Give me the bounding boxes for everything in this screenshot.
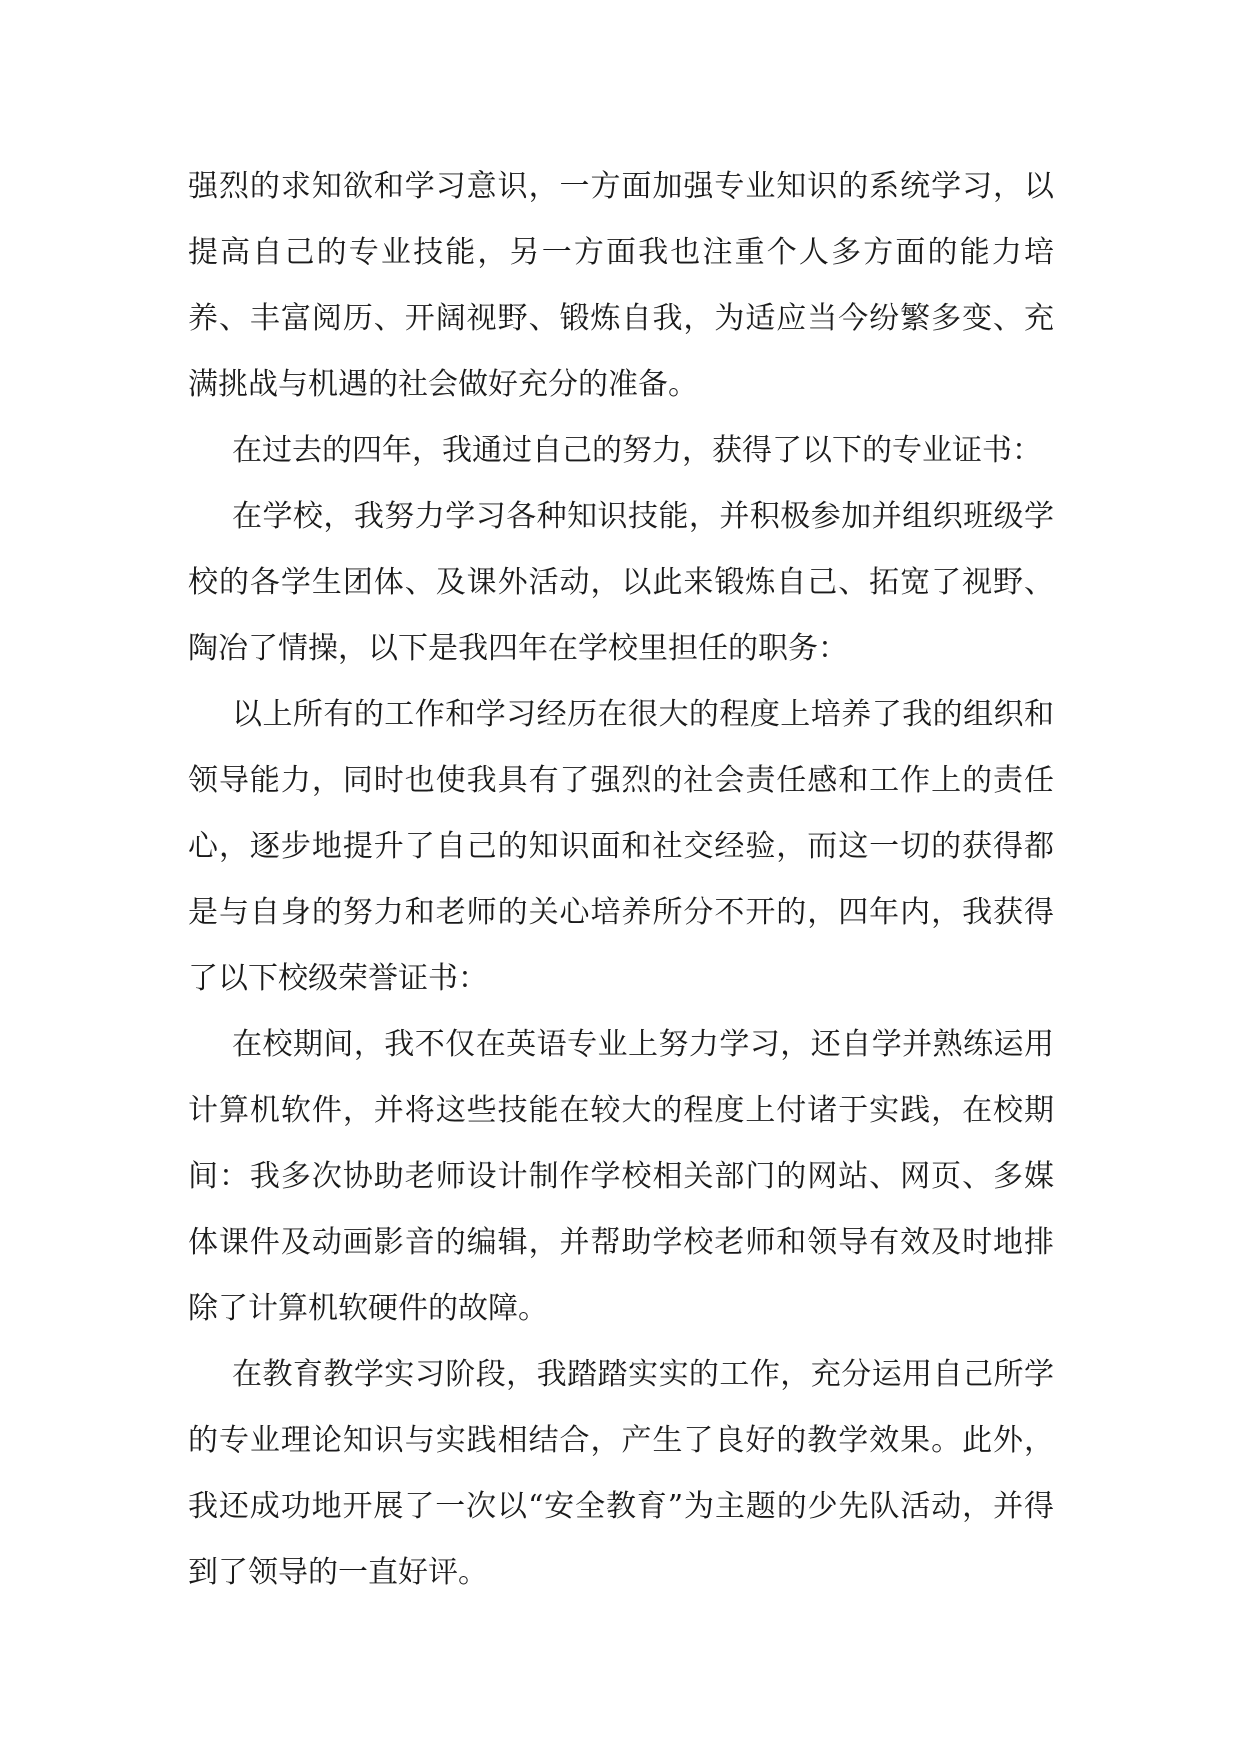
paragraph-4: 以上所有的工作和学习经历在很大的程度上培养了我的组织和领导能力，同时也使我具有了强烈的社会责任感和工作上的责任心，逐步地提升了自己的知识面和社交经验，而这一切的获得都是与自身的努力和老师的关心培养所分不开的，四年内，我获得了以下校级荣誉证书： xyxy=(188,697,1054,996)
paragraph-3: 在学校，我努力学习各种知识技能，并积极参加并组织班级学校的各学生团体、及课外活动，以此来锻炼自己、拓宽了视野、陶冶了情操，以下是我四年在学校里担任的职务： xyxy=(188,499,1054,666)
paragraph-2: 在过去的四年，我通过自己的努力，获得了以下的专业证书： xyxy=(232,433,1042,468)
paragraph-5: 在校期间，我不仅在英语专业上努力学习，还自学并熟练运用计算机软件，并将这些技能在较大的程度上付诸于实践，在校期间：我多次协助老师设计制作学校相关部门的网站、网页、多媒体课件及动画影音的编辑，并帮助学校老师和领导有效及时地排除了计算机软硬件的故障。 xyxy=(188,1027,1054,1326)
document-body xyxy=(188,154,1054,1606)
paragraph-6: 在教育教学实习阶段，我踏踏实实的工作，充分运用自己所学的专业理论知识与实践相结合，产生了良好的教学效果。此外，我还成功地开展了一次以“安全教育”为主题的少先队活动，并得到了领导的一直好评。 xyxy=(188,1357,1054,1590)
paragraph-1: 强烈的求知欲和学习意识，一方面加强专业知识的系统学习，以提高自己的专业技能，另一方面我也注重个人多方面的能力培养、丰富阅历、开阔视野、锻炼自我，为适应当今纷繁多变、充满挑战与机遇的社会做好充分的准备。 xyxy=(188,169,1054,402)
